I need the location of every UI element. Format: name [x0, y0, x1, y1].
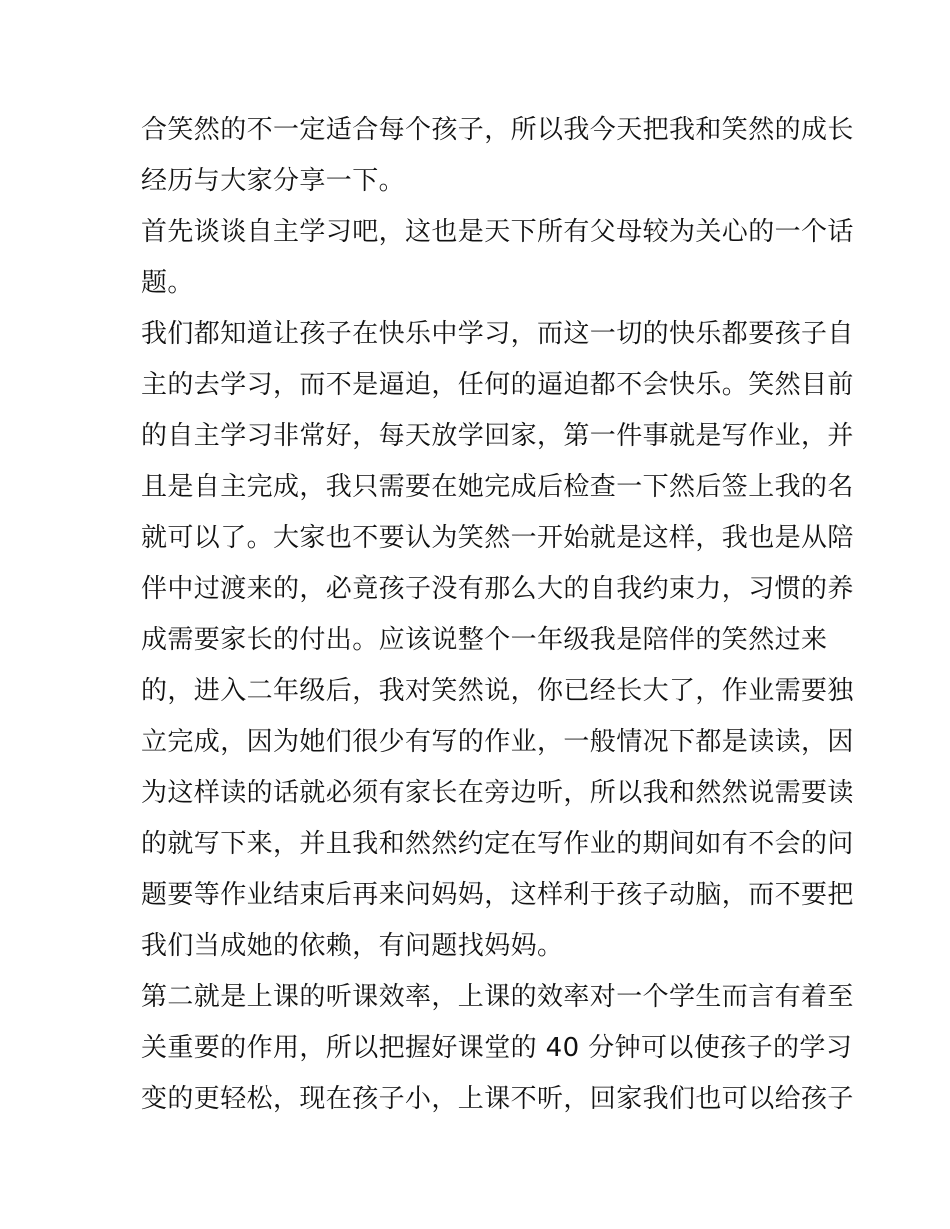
- text-line: 就可以了。大家也不要认为笑然一开始就是这样，我也是从陪: [141, 523, 854, 553]
- text-line: 经历与大家分享一下。: [141, 166, 406, 196]
- text-line: 题。: [141, 268, 194, 298]
- text-line: 我们当成她的依赖，有问题找妈妈。: [141, 931, 564, 961]
- document-body: [141, 105, 854, 1125]
- text-line: 关重要的作用，所以把握好课堂的 40 分钟可以使孩子的学习: [141, 1033, 853, 1063]
- text-line: 立完成，因为她们很少有写的作业，一般情况下都是读读，因: [141, 727, 854, 757]
- text-line: 的就写下来，并且我和然然约定在写作业的期间如有不会的问: [141, 829, 854, 859]
- text-line: 主的去学习，而不是逼迫，任何的逼迫都不会快乐。笑然目前: [141, 370, 854, 400]
- text-line: 的自主学习非常好，每天放学回家，第一件事就是写作业，并: [141, 421, 854, 451]
- text-line: 成需要家长的付出。应该说整个一年级我是陪伴的笑然过来: [141, 625, 828, 655]
- text-line: 题要等作业结束后再来问妈妈，这样利于孩子动脑，而不要把: [141, 880, 854, 910]
- text-line: 且是自主完成，我只需要在她完成后检查一下然后签上我的名: [141, 472, 854, 502]
- text-line: 第二就是上课的听课效率，上课的效率对一个学生而言有着至: [141, 982, 854, 1012]
- text-line: 我们都知道让孩子在快乐中学习，而这一切的快乐都要孩子自: [141, 319, 854, 349]
- text-line: 首先谈谈自主学习吧，这也是天下所有父母较为关心的一个话: [141, 217, 854, 247]
- text-line: 伴中过渡来的，必竟孩子没有那么大的自我约束力，习惯的养: [141, 574, 854, 604]
- text-line: 合笑然的不一定适合每个孩子，所以我今天把我和笑然的成长: [141, 115, 854, 145]
- text-line: 的，进入二年级后，我对笑然说，你已经长大了，作业需要独: [141, 676, 854, 706]
- text-line: 为这样读的话就必须有家长在旁边听，所以我和然然说需要读: [141, 778, 854, 808]
- text-line: 变的更轻松，现在孩子小，上课不听，回家我们也可以给孩子: [141, 1084, 854, 1114]
